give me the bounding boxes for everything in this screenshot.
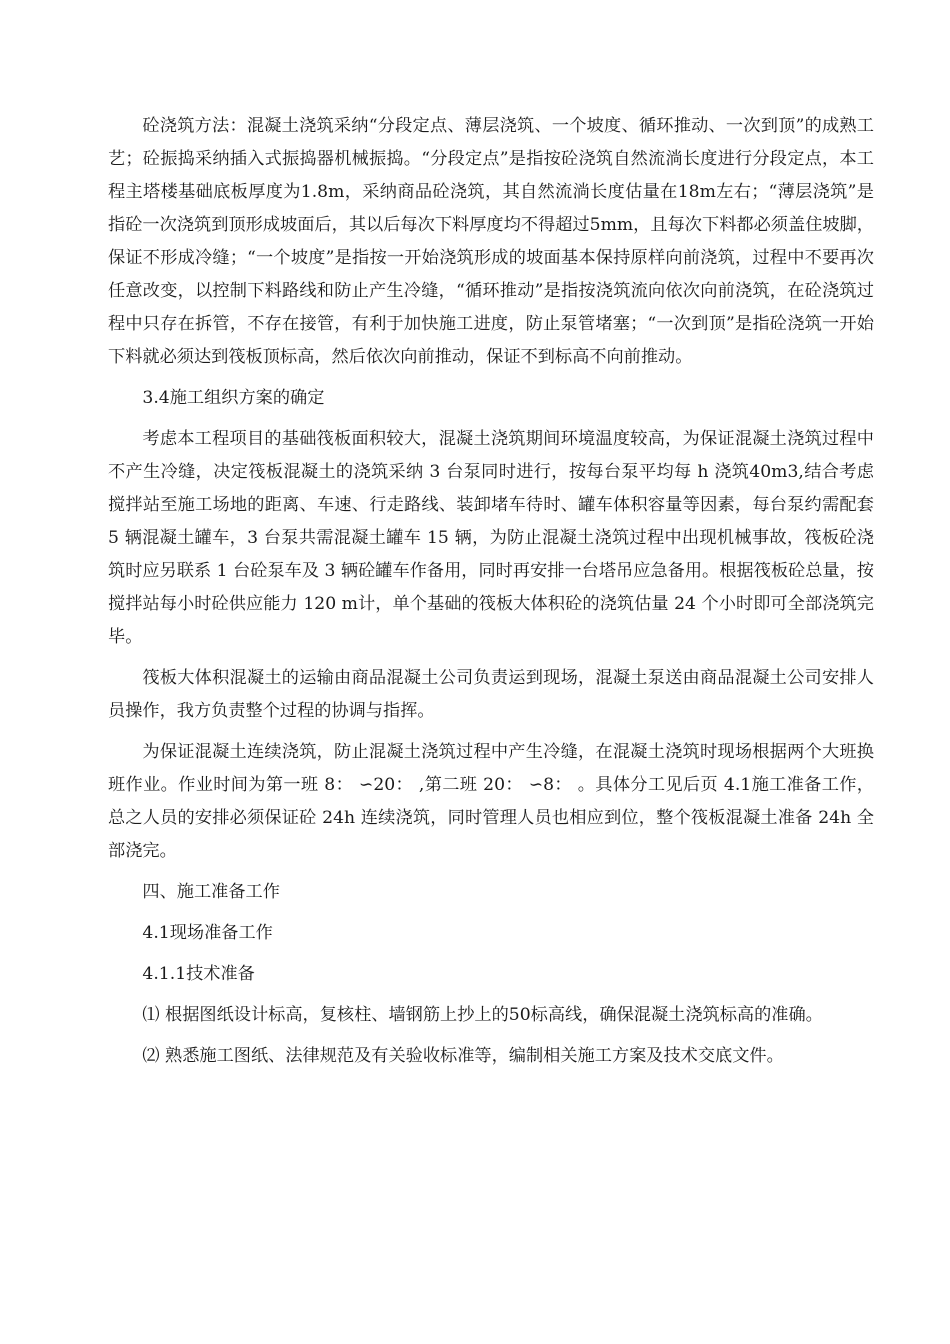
section-heading-4-1-1: 4.1.1技术准备: [142, 964, 255, 984]
paragraph-shift-schedule: 为保证混凝土连续浇筑，防止混凝土浇筑过程中产生冷缝，在混凝土浇筑时现场根据两个大班换班作业。作业时间为第一班 8： ∽20： ,第二班 20： ∽8： 。具体分工见后页 4.1施工准备工作，总之人员的安排必须保证砼 24h 连续浇筑，同时管理人员也相应到位，整个筏板混凝土准备 24h 全部浇完。: [108, 742, 874, 861]
section-heading-4-1: 4.1现场准备工作: [142, 923, 273, 943]
paragraph-transport: 筏板大体积混凝土的运输由商品混凝土公司负责运到现场，混凝土泵送由商品混凝土公司安排人员操作，我方负责整个过程的协调与指挥。: [108, 668, 874, 721]
list-item-2: ⑵ 熟悉施工图纸、法律规范及有关验收标准等，编制相关施工方案及技术交底文件。: [142, 1046, 784, 1066]
paragraph-organization-plan: 考虑本工程项目的基础筏板面积较大，混凝土浇筑期间环境温度较高，为保证混凝土浇筑过程中不产生冷缝，决定筏板混凝土的浇筑采纳 3 台泵同时进行，按每台泵平均每 h 浇筑40m3,结合考虑搅拌站至施工场地的距离、车速、行走路线、装卸堵车待时、罐车体积容量等因素，每台泵约需配套 5 辆混凝土罐车，3 台泵共需混凝土罐车 15 辆，为防止混凝土浇筑过程中出现机械事故，筏板砼浇筑时应另联系 1 台砼泵车及 3 辆砼罐车作备用，同时再安排一台塔吊应急备用。根据筏板砼总量，按搅拌站每小时砼供应能力 120 m计，单个基础的筏板大体积砼的浇筑估量 24 个小时即可全部浇筑完毕。: [108, 429, 874, 647]
paragraph-pouring-method: 砼浇筑方法：混凝土浇筑采纳“分段定点、薄层浇筑、一个坡度、循环推动、一次到顶”的成熟工艺；砼振捣采纳插入式振捣器机械振捣。“分段定点”是指按砼浇筑自然流淌长度进行分段定点，本工程主塔楼基础底板厚度为1.8m，采纳商品砼浇筑，其自然流淌长度估量在18m左右；“薄层浇筑”是指砼一次浇筑到顶形成坡面后，其以后每次下料厚度均不得超过5mm，且每次下料都必须盖住坡脚，保证不形成冷缝；“一个坡度”是指按一开始浇筑形成的坡面基本保持原样向前浇筑，过程中不要再次任意改变，以控制下料路线和防止产生冷缝，“循环推动”是指按浇筑流向依次向前浇筑，在砼浇筑过程中只存在拆管，不存在接管，有利于加快施工进度，防止泵管堵塞；“一次到顶”是指砼浇筑一开始下料就必须达到筏板顶标高，然后依次向前推动，保证不到标高不向前推动。: [108, 116, 874, 367]
section-heading-4: 四、施工准备工作: [142, 882, 280, 902]
document-body: [108, 110, 874, 1073]
section-heading-3-4: 3.4施工组织方案的确定: [142, 388, 325, 408]
list-item-1: ⑴ 根据图纸设计标高，复核柱、墙钢筋上抄上的50标高线，确保混凝土浇筑标高的准确。: [142, 1005, 823, 1025]
